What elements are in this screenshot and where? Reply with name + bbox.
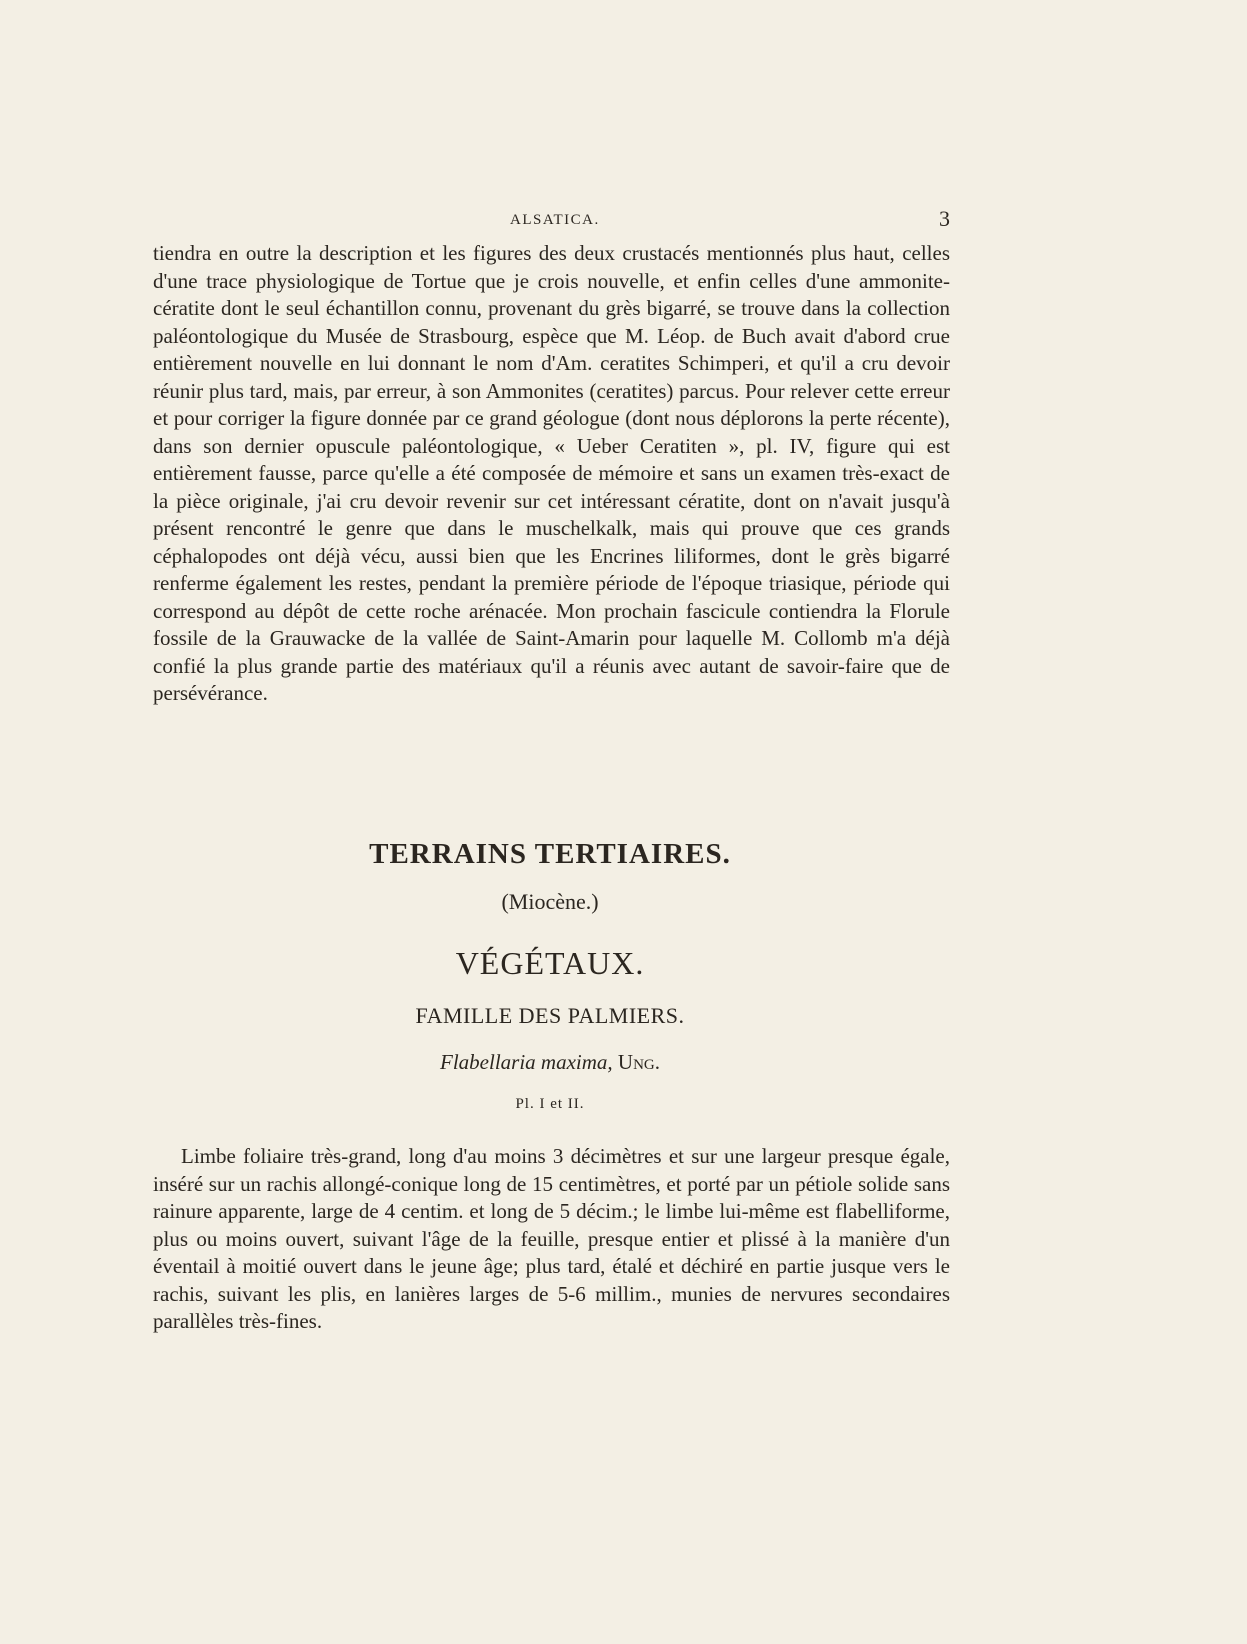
section-title: TERRAINS TERTIAIRES. <box>369 838 731 870</box>
description-paragraph: Limbe foliaire très-grand, long d'au moins 3 décimètres et sur une largeur presque égale, inséré sur un rachis allongé-conique long de 15 centimètres, et porté par un pétiole solide sans rainure apparente, large de 4 centim. et long de 5 décim.; le limbe lui-même est flabelliforme, plus ou moins ouvert, suivant l'âge de la feuille, presque entier et plissé à la manière d'un éventail à moitié ouvert dans le jeune âge; plus tard, étalé et déchiré en partie jusque vers le rachis, suivant les plis, en lanières larges de 5-6 millim., munies de nervures secondaires parallèles très-fines. <box>153 1144 950 1333</box>
page-number: 3 <box>939 206 950 231</box>
species-heading <box>150 1050 950 1075</box>
species-author: Ung. <box>617 1050 660 1074</box>
intro-paragraph: tiendra en outre la description et les figures des deux crustacés mentionnés plus haut, celles d'une trace physiologique de Tortue que je crois nouvelle, et enfin celles d'une ammonite-cératite dont le seul échantillon connu, provenant du grès bigarré, se trouve dans la collection paléontologique du Musée de Strasbourg, espèce que M. Léop. de Buch avait d'abord crue entièrement nouvelle en lui donnant le nom d'Am. ceratites Schimperi, et qu'il a cru devoir réunir plus tard, mais, par erreur, à son Ammonites (ceratites) parcus. Pour relever cette erreur et pour corriger la figure donnée par ce grand géologue (dont nous déplorons la perte récente), dans son dernier opuscule paléontologique, « Ueber Ceratiten », pl. IV, figure qui est entièrement fausse, parce qu'elle a été composée de mémoire et sans un examen très-exact de la pièce originale, j'ai cru devoir revenir sur cet intéressant cératite, dont on n'avait jusqu'à présent rencontré le genre que dans le muschelkalk, mais qui prouve que ces grands céphalopodes ont déjà vécu, aussi bien que les Encrines liliformes, dont le grès bigarré renferme également les restes, pendant la première période de l'époque triasique, période qui correspond au dépôt de cette roche arénacée. Mon prochain fascicule contiendra la Florule fossile de la Grauwacke de la vallée de Saint-Amarin pour laquelle M. Collomb m'a déjà confié la plus grande partie des matériaux qu'il a réunis avec autant de savoir-faire que de persévérance. <box>153 241 950 705</box>
species-name: Flabellaria maxima, <box>440 1050 613 1074</box>
running-title: ALSATICA. <box>510 212 600 228</box>
family-heading: FAMILLE DES PALMIERS. <box>415 1003 685 1028</box>
subsection-title: VÉGÉTAUX. <box>455 945 645 981</box>
section-subtitle: (Miocène.) <box>501 889 599 914</box>
running-head <box>150 208 950 238</box>
plates-reference: Pl. I et II. <box>515 1096 585 1112</box>
intro-text-block <box>153 240 950 708</box>
description-text-block <box>153 1143 950 1336</box>
